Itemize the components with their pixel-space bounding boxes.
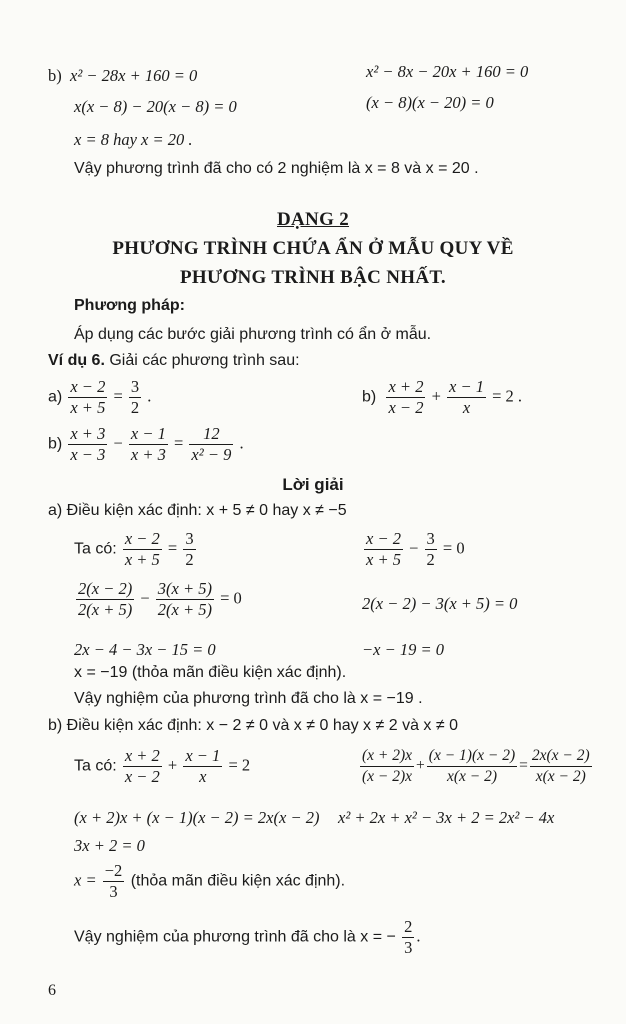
denominator: x + 5 xyxy=(70,398,106,417)
period: . xyxy=(239,433,244,453)
example-b-label: b) xyxy=(362,388,377,406)
denominator: 3 xyxy=(404,938,413,957)
section-heading-line2: PHƯƠNG TRÌNH BẬC NHẤT. xyxy=(180,267,446,288)
denominator: x − 2 xyxy=(388,398,424,417)
numerator: x + 2 xyxy=(388,377,424,396)
x-equals: x = xyxy=(74,870,97,890)
taco-label: Ta có: xyxy=(74,540,117,558)
numerator: 3(x + 5) xyxy=(157,579,212,598)
numerator: 2(x − 2) xyxy=(78,579,133,598)
numerator: (x + 2)x xyxy=(360,747,414,767)
example-b2 xyxy=(48,425,244,464)
page-number: 6 xyxy=(48,982,56,999)
b-step2-right: x² + 2x + x² − 3x + 2 = 2x² − 4x xyxy=(338,808,555,827)
denominator: x + 3 xyxy=(130,445,166,464)
denominator: x(x − 2) xyxy=(535,768,586,785)
fraction xyxy=(68,425,107,464)
denominator: 2 xyxy=(130,398,140,417)
b-conclusion xyxy=(74,918,420,957)
numerator: x + 3 xyxy=(70,424,106,443)
equals-two: = 2 . xyxy=(492,386,523,406)
fraction xyxy=(402,918,414,957)
a-step2-right: 2(x − 2) − 3(x + 5) = 0 xyxy=(362,594,518,613)
plus-sign: + xyxy=(431,386,441,406)
a-step1-right xyxy=(362,530,465,569)
fraction xyxy=(530,747,592,786)
denominator: (x − 2)x xyxy=(362,768,413,785)
example-a-label: a) xyxy=(48,388,63,406)
fraction xyxy=(103,862,125,901)
example-text: Giải các phương trình sau: xyxy=(104,352,300,369)
section-title: DẠNG 2 xyxy=(277,209,349,230)
result-note: (thỏa mãn điều kiện xác định). xyxy=(126,872,346,890)
method-label: Phương pháp: xyxy=(74,297,185,314)
denominator: 2 xyxy=(185,550,194,569)
minus-sign: − xyxy=(409,538,419,558)
numerator: x − 2 xyxy=(70,377,106,396)
numerator: x − 1 xyxy=(185,746,221,765)
example-b2-label: b) xyxy=(48,435,63,453)
a-conclusion: Vậy nghiệm của phương trình đã cho là x = −19 . xyxy=(74,690,423,707)
a-step2-left xyxy=(74,580,242,619)
equals-two: = 2 xyxy=(228,755,251,775)
prev-b-eq2-right: (x − 8)(x − 20) = 0 xyxy=(366,93,494,112)
period: . xyxy=(416,926,421,946)
numerator: 2x(x − 2) xyxy=(530,747,592,767)
prev-b-label: b) xyxy=(48,66,62,85)
equals-sign: = xyxy=(113,386,123,406)
denominator: x + 5 xyxy=(366,550,401,569)
a-step1-left xyxy=(74,530,198,569)
plus-sign: + xyxy=(416,757,425,775)
fraction xyxy=(189,425,233,464)
denominator: x² − 9 xyxy=(191,445,232,464)
fraction xyxy=(123,530,162,569)
prev-b-eq1-right: x² − 8x − 20x + 160 = 0 xyxy=(366,62,529,81)
fraction xyxy=(386,378,425,417)
fraction xyxy=(129,425,168,464)
equals-zero: = 0 xyxy=(220,588,242,608)
numerator: x + 2 xyxy=(124,746,160,765)
denominator: x(x − 2) xyxy=(446,768,497,785)
fraction xyxy=(123,747,162,786)
b-step3: 3x + 2 = 0 xyxy=(74,836,145,855)
fraction xyxy=(68,378,107,417)
b-result xyxy=(74,862,345,901)
prev-b-eq1-left: x² − 28x + 160 = 0 xyxy=(70,66,198,85)
method-text: Áp dụng các bước giải phương trình có ẩn ở mẫu. xyxy=(74,326,432,343)
denominator: x xyxy=(199,767,207,786)
prev-b-eq2-left: x(x − 8) − 20(x − 8) = 0 xyxy=(74,97,237,116)
fraction xyxy=(76,580,134,619)
example-heading xyxy=(48,352,300,370)
prev-b-eq3: x = 8 hay x = 20 . xyxy=(74,130,193,149)
a-step3-left: 2x − 4 − 3x − 15 = 0 xyxy=(74,640,216,659)
a-result: x = −19 (thỏa mãn điều kiện xác định). xyxy=(74,664,347,681)
denominator: x + 5 xyxy=(124,550,160,569)
fraction xyxy=(183,747,222,786)
numerator: 3 xyxy=(130,377,140,396)
fraction xyxy=(360,747,414,786)
numerator: −2 xyxy=(104,861,123,880)
minus-sign: − xyxy=(113,433,123,453)
b-step1-right xyxy=(358,747,594,786)
equals-sign: = xyxy=(167,538,178,558)
example-b xyxy=(362,378,522,417)
a-condition: a) Điều kiện xác định: x + 5 ≠ 0 hay x ≠ −5 xyxy=(48,502,347,519)
numerator: 3 xyxy=(426,529,435,548)
prev-b-line1-left xyxy=(48,66,197,86)
b-step2-left: (x + 2)x + (x − 1)(x − 2) = 2x(x − 2) xyxy=(74,808,320,827)
example-label: Ví dụ 6. xyxy=(48,352,105,369)
denominator: x − 2 xyxy=(124,767,160,786)
taco-label: Ta có: xyxy=(74,757,117,775)
numerator: x − 1 xyxy=(130,424,166,443)
denominator: x xyxy=(462,398,471,417)
b-step1-left xyxy=(74,747,250,786)
period: . xyxy=(147,386,152,406)
equals-sign: = xyxy=(519,757,528,775)
denominator: x − 3 xyxy=(70,445,106,464)
solution-title: Lời giải xyxy=(282,475,344,494)
denominator: 2 xyxy=(426,550,435,569)
equals-sign: = xyxy=(173,433,184,453)
a-step3-right: −x − 19 = 0 xyxy=(362,640,444,659)
fraction xyxy=(129,378,141,417)
numerator: 12 xyxy=(189,425,233,445)
denominator: 3 xyxy=(109,882,118,901)
minus-sign: − xyxy=(140,588,150,608)
conclusion-text: Vậy nghiệm của phương trình đã cho là x = − xyxy=(74,928,396,946)
fraction xyxy=(183,530,195,569)
numerator: x − 1 xyxy=(449,377,484,396)
b-condition: b) Điều kiện xác định: x − 2 ≠ 0 và x ≠ 0 hay x ≠ 2 và x ≠ 0 xyxy=(48,717,458,734)
fraction xyxy=(156,580,214,619)
prev-b-conclusion: Vậy phương trình đã cho có 2 nghiệm là x = 8 và x = 20 . xyxy=(74,160,479,177)
fraction xyxy=(447,378,486,417)
numerator: x − 2 xyxy=(366,529,401,548)
numerator: (x − 1)(x − 2) xyxy=(427,747,517,767)
fraction xyxy=(425,530,437,569)
numerator: 2 xyxy=(404,917,413,936)
equals-zero: = 0 xyxy=(442,538,465,558)
plus-sign: + xyxy=(167,755,178,775)
fraction xyxy=(364,530,403,569)
section-heading-line1: PHƯƠNG TRÌNH CHỨA ẨN Ở MẪU QUY VỀ xyxy=(112,238,514,259)
denominator: 2(x + 5) xyxy=(157,600,212,619)
fraction xyxy=(427,747,517,786)
denominator: 2(x + 5) xyxy=(78,600,133,619)
example-a xyxy=(48,378,151,417)
numerator: x − 2 xyxy=(124,529,160,548)
numerator: 3 xyxy=(185,529,194,548)
